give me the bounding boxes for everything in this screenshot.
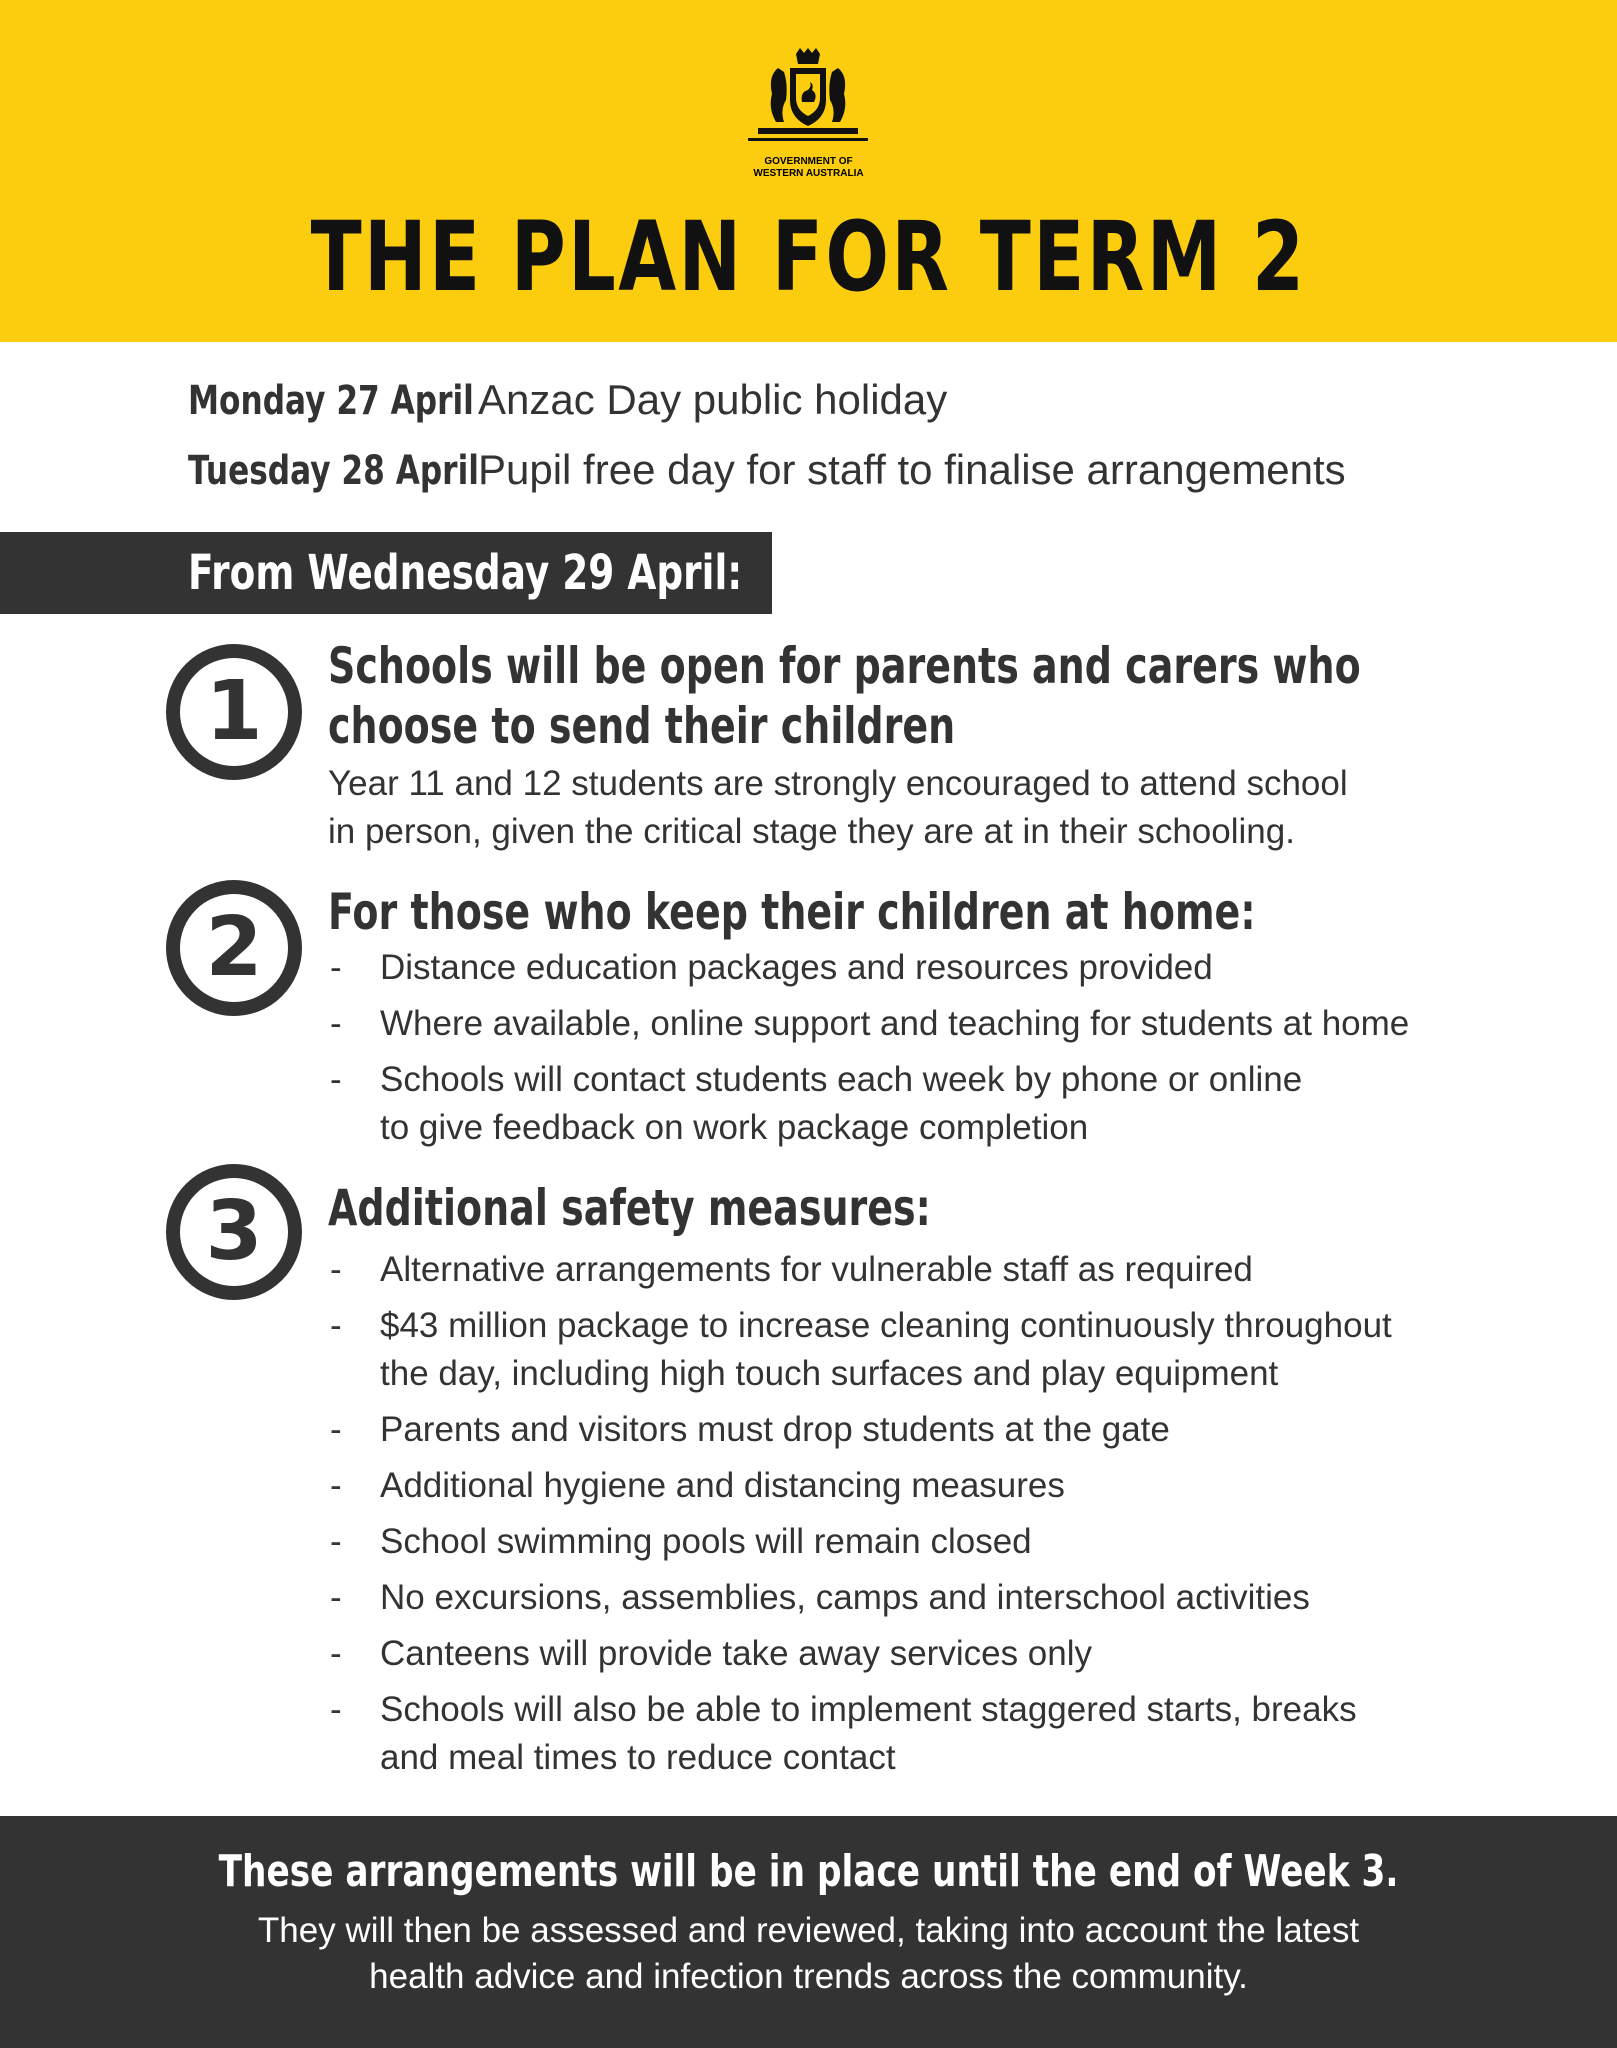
list-item xyxy=(328,1630,1392,1678)
list-item xyxy=(328,1406,1392,1454)
wa-coat-of-arms-icon xyxy=(738,48,878,148)
list-item xyxy=(328,1000,1409,1048)
date-label: Tuesday 28 April xyxy=(188,448,479,494)
header-banner xyxy=(0,0,1617,342)
list-item xyxy=(328,1302,1392,1398)
date-row-tuesday xyxy=(188,440,1346,500)
from-date-label: From Wednesday 29 April: xyxy=(188,545,743,601)
list-item xyxy=(328,1686,1392,1782)
bullet-text-continued: and meal times to reduce contact xyxy=(380,1738,896,1777)
gov-line-2: WESTERN AUSTRALIA xyxy=(753,168,864,179)
date-label: Monday 27 April xyxy=(188,378,474,424)
bullet-text: Canteens will provide take away services only xyxy=(380,1634,1092,1673)
section-3-bullet-list xyxy=(328,1246,1392,1790)
bullet-dash: - xyxy=(330,1522,342,1561)
footer-line-1: They will then be assessed and reviewed, taking into account the latest xyxy=(257,1911,1360,1950)
number-1-icon: 1 xyxy=(166,644,302,780)
bullet-dash: - xyxy=(330,1578,342,1617)
bullet-text: Alternative arrangements for vulnerable staff as required xyxy=(380,1250,1253,1289)
bullet-dash: - xyxy=(330,1410,342,1449)
bullet-dash: - xyxy=(330,1306,342,1345)
list-item xyxy=(328,1246,1392,1294)
bullet-dash: - xyxy=(330,1690,342,1729)
number-2-icon: 2 xyxy=(166,880,302,1016)
footer-line-2: health advice and infection trends across the community. xyxy=(369,1957,1248,1996)
bullet-dash: - xyxy=(330,1634,342,1673)
section-3-heading: Additional safety measures: xyxy=(328,1179,931,1237)
bullet-text: School swimming pools will remain closed xyxy=(380,1522,1032,1561)
gov-line-1: GOVERNMENT OF xyxy=(764,156,853,167)
number-3-icon: 3 xyxy=(166,1164,302,1300)
bullet-text: Where available, online support and teaching for students at home xyxy=(380,1004,1410,1043)
bullet-text: Schools will also be able to implement staggered starts, breaks xyxy=(380,1690,1357,1729)
bullet-dash: - xyxy=(330,948,342,987)
bullet-dash: - xyxy=(330,1060,342,1099)
bullet-text: No excursions, assemblies, camps and interschool activities xyxy=(380,1578,1310,1617)
bullet-text: Additional hygiene and distancing measures xyxy=(380,1466,1065,1505)
bullet-text-continued: the day, including high touch surfaces and play equipment xyxy=(380,1354,1279,1393)
list-item xyxy=(328,1518,1392,1566)
footer-headline: These arrangements will be in place until the end of Week 3. xyxy=(218,1846,1399,1897)
section-2-bullet-list xyxy=(328,944,1409,1160)
date-desc: Pupil free day for staff to finalise arrangements xyxy=(478,446,1346,493)
bullet-text: Parents and visitors must drop students at the gate xyxy=(380,1410,1170,1449)
list-item xyxy=(328,1056,1409,1152)
from-date-banner xyxy=(0,532,772,614)
bullet-text: Distance education packages and resources provided xyxy=(380,948,1213,987)
section-1-body-line-1: Year 11 and 12 students are strongly encouraged to attend school xyxy=(328,764,1348,803)
bullet-dash: - xyxy=(330,1466,342,1505)
bullet-text-continued: to give feedback on work package completion xyxy=(380,1108,1089,1147)
section-2-heading: For those who keep their children at home: xyxy=(328,883,1256,941)
list-item xyxy=(328,1574,1392,1622)
government-label xyxy=(700,156,917,180)
list-item xyxy=(328,1462,1392,1510)
date-desc: Anzac Day public holiday xyxy=(478,376,948,423)
bullet-text: $43 million package to increase cleaning continuously throughout xyxy=(380,1306,1392,1345)
date-row-monday xyxy=(188,370,947,430)
bullet-dash: - xyxy=(330,1004,342,1043)
section-1-heading-line-1: Schools will be open for parents and carers who xyxy=(328,637,1361,695)
section-1-body-line-2: in person, given the critical stage they are at in their schooling. xyxy=(328,812,1295,851)
page-title: THE PLAN FOR TERM 2 xyxy=(310,201,1307,313)
bullet-dash: - xyxy=(330,1250,342,1289)
bullet-text: Schools will contact students each week by phone or online xyxy=(380,1060,1303,1099)
list-item xyxy=(328,944,1409,992)
section-1-heading-line-2: choose to send their children xyxy=(328,697,956,755)
footer-banner xyxy=(0,1816,1617,2048)
